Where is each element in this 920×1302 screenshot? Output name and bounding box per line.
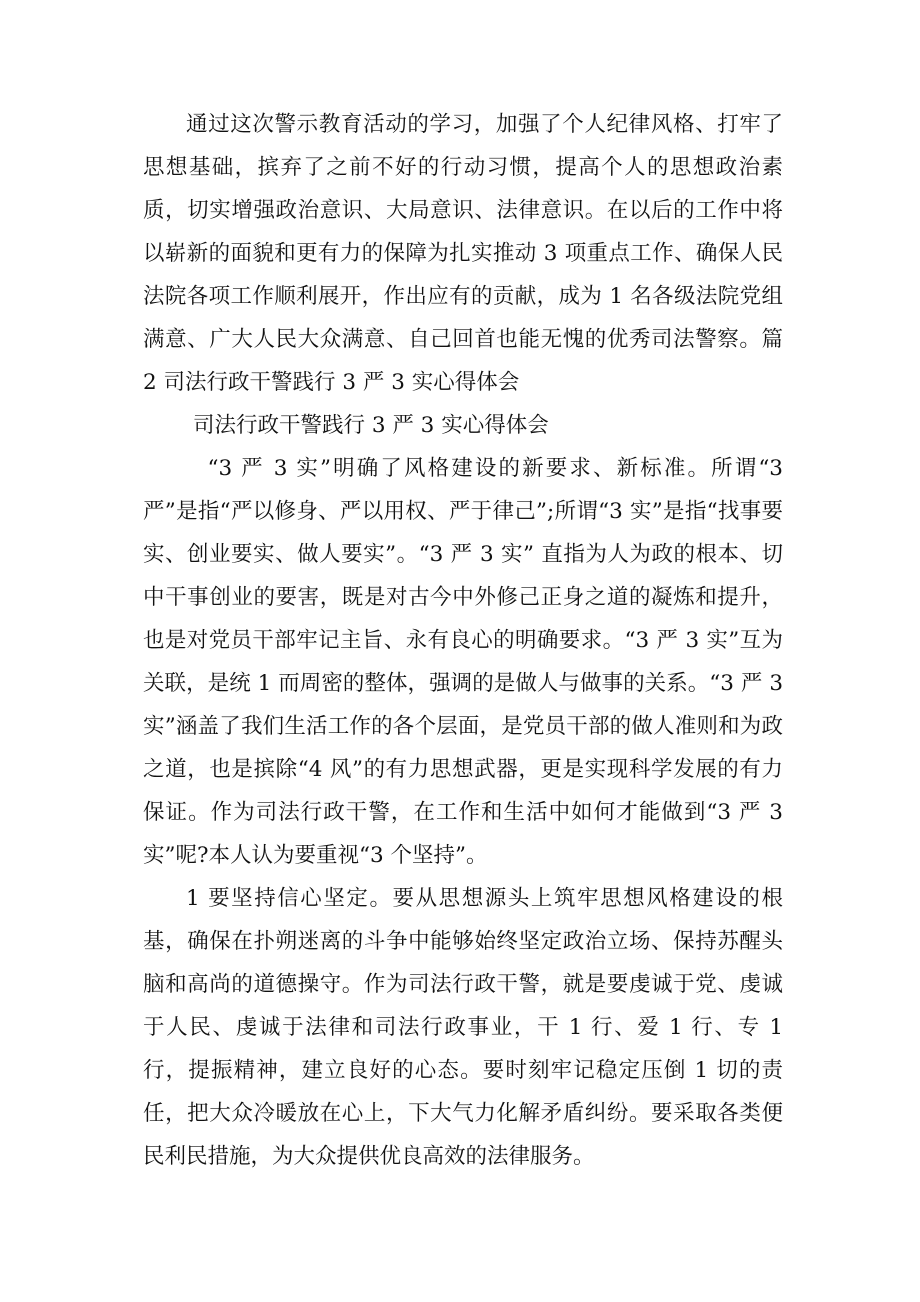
section-title: 司法行政干警践行 3 严 3 实心得体会 (193, 413, 549, 438)
document-page (143, 103, 783, 1178)
paragraph-warning-education: 通过这次警示教育活动的学习，加强了个人纪律风格、打牢了思想基础，摈弃了之前不好的行动习惯，提高个人的思想政治素质，切实增强政治意识、大局意识、法律意识。在以后的工作中将以崭新的面貌和更有力的保障为扎实推动 3 项重点工作、确保人民法院各项工作顺利展开，作出应有的贡献，成为 1 名各级法院党组满意、广大人民大众满意、自己回首也能无愧的优秀司法警察。篇 2 司法行政干警践行 3 严 3 实心得体会 (143, 112, 783, 395)
paragraph-three-strict-three-solid: “3 严 3 实”明确了风格建设的新要求、新标准。所谓“3 严”是指“严以修身、严以用权、严于律己”;所谓“3 实”是指“找事要实、创业要实、做人要实”。“3 严 3 实” 直指为人为政的根本、切中干事创业的要害，既是对古今中外修己正身之道的凝炼和提升，也是对党员干部牢记主旨、永有良心的明确要求。“3 严 3 实”互为关联，是统 1 而周密的整体，强调的是做人与做事的关系。“3 严 3 实”涵盖了我们生活工作的各个层面，是党员干部的做人准则和为政之道，也是摈除“4 风”的有力思想武器，更是实现科学发展的有力保证。作为司法行政干警，在工作和生活中如何才能做到“3 严 3 实”呢?本人认为要重视“3 个坚持”。 (143, 456, 783, 868)
paragraph-firm-belief: 1 要坚持信心坚定。要从思想源头上筑牢思想风格建设的根基，确保在扑朔迷离的斗争中能够始终坚定政治立场、保持苏醒头脑和高尚的道德操守。作为司法行政干警，就是要虔诚于党、虔诚于人民、虔诚于法律和司法行政事业，干 1 行、爱 1 行、专 1 行，提振精神，建立良好的心态。要时刻牢记稳定压倒 1 切的责任，把大众冷暖放在心上，下大气力化解矛盾纠纷。要采取各类便民利民措施，为大众提供优良高效的法律服务。 (143, 886, 783, 1169)
